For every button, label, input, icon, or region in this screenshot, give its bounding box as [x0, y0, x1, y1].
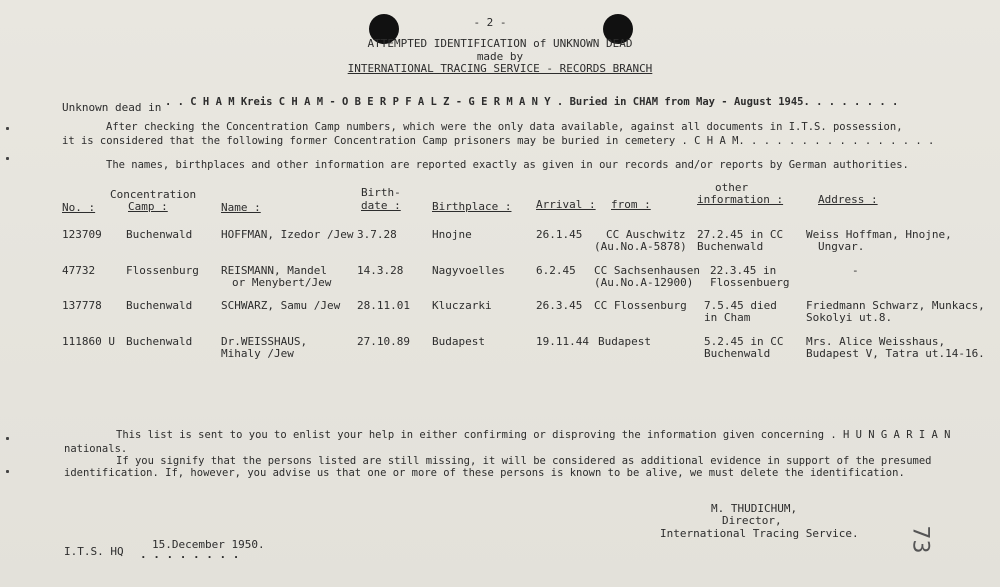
cell-arrival: 6.2.45 — [536, 264, 576, 277]
cell-other: 27.2.45 in CC — [697, 228, 784, 241]
cell-birthplace: Hnojne — [432, 228, 472, 241]
header-name: Name : — [221, 201, 261, 214]
header-camp-line-2: Camp : — [128, 200, 168, 213]
signatory-title: Director, — [722, 514, 782, 527]
intro-paragraph-line-1: After checking the Concentration Camp numbers, which were the only data available, against all documents in I.T.S. possession, — [106, 121, 903, 133]
unknown-dead-location: . . C H A M Kreis C H A M - O B E R P F A L Z - G E R M A N Y . Buried in CHAM from May - August 1945. . . . . . . . — [165, 96, 899, 108]
cell-name: SCHWARZ, Samu /Jew — [221, 299, 341, 312]
margin-mark — [6, 127, 9, 130]
intro-paragraph-line-2: it is considered that the following former Concentration Camp prisoners may be buried in cemetery . C H A M. . . . . . . . . . . . . . . . — [62, 135, 935, 147]
header-birthdate-line-1: Birth- — [361, 186, 401, 199]
cell-camp: Flossenburg — [126, 264, 199, 277]
cell-name: Dr.WEISSHAUS, — [221, 335, 308, 348]
cell-birthdate: 28.11.01 — [357, 299, 410, 312]
cell-other-detail: in Cham — [704, 311, 751, 324]
cell-address: Friedmann Schwarz, Munkacs, — [806, 299, 985, 312]
margin-mark — [6, 157, 9, 160]
unknown-dead-label: Unknown dead in — [62, 101, 162, 114]
cell-from: CC Sachsenhausen — [594, 264, 700, 277]
cell-no: 123709 — [62, 228, 102, 241]
signatory-name: M. THUDICHUM, — [711, 502, 798, 515]
cell-address-detail: Sokolyi ut.8. — [806, 311, 893, 324]
cell-birthplace: Nagyvoelles — [432, 264, 505, 277]
records-note: The names, birthplaces and other information are reported exactly as given in our records and/or reports by German authorities. — [106, 159, 909, 171]
document-date: 15.December 1950. — [152, 538, 265, 551]
its-hq-label: I.T.S. HQ — [64, 545, 124, 558]
header-from: from : — [611, 198, 651, 211]
cell-birthdate: 3.7.28 — [357, 228, 397, 241]
cell-camp: Buchenwald — [126, 335, 193, 348]
cell-name-detail: or Menybert/Jew — [232, 276, 332, 289]
margin-mark — [6, 470, 9, 473]
title-line-2: made by — [476, 50, 524, 63]
cell-birthplace: Kluczarki — [432, 299, 492, 312]
cell-name-detail: Mihaly /Jew — [221, 347, 294, 360]
cell-address: - — [852, 264, 859, 277]
closing-line-3: If you signify that the persons listed are still missing, it will be considered as additional evidence in support of the presumed — [116, 455, 932, 467]
cell-address: Mrs. Alice Weisshaus, — [806, 335, 946, 348]
cell-other-detail: Flossenbuerg — [710, 276, 790, 289]
cell-other-detail: Buchenwald — [704, 347, 771, 360]
cell-from-detail: (Au.No.A-5878) — [594, 240, 687, 253]
header-arrival: Arrival : — [536, 198, 596, 211]
cell-other-detail: Buchenwald — [697, 240, 764, 253]
cell-other: 7.5.45 died — [704, 299, 777, 312]
date-dots: . . . . . . . . — [140, 548, 240, 561]
cell-other: 22.3.45 in — [710, 264, 777, 277]
cell-no: 47732 — [62, 264, 96, 277]
cell-address: Weiss Hoffman, Hnojne, — [806, 228, 952, 241]
cell-camp: Buchenwald — [126, 299, 193, 312]
header-camp-line-1: Concentration — [110, 188, 197, 201]
cell-address-detail: Ungvar. — [818, 240, 865, 253]
cell-arrival: 19.11.44 — [536, 335, 589, 348]
header-no: No. : — [62, 201, 96, 214]
header-birthdate-line-2: date : — [361, 199, 401, 212]
handwritten-page-number: 73 — [907, 525, 933, 554]
cell-arrival: 26.1.45 — [536, 228, 583, 241]
closing-line-4: identification. If, however, you advise us that one or more of these persons is known to be alive, we must delete the identification. — [64, 467, 905, 479]
cell-birthdate: 27.10.89 — [357, 335, 410, 348]
cell-from-detail: (Au.No.A-12900) — [594, 276, 694, 289]
cell-other: 5.2.45 in CC — [704, 335, 784, 348]
closing-line-1: This list is sent to you to enlist your help in either confirming or disproving the information given concerning . H U N G A R I A N — [116, 429, 951, 441]
cell-camp: Buchenwald — [126, 228, 193, 241]
cell-from: Budapest — [598, 335, 651, 348]
title-line-3: INTERNATIONAL TRACING SERVICE - RECORDS BRANCH — [347, 62, 653, 75]
cell-no: 111860 U — [62, 335, 115, 348]
cell-arrival: 26.3.45 — [536, 299, 583, 312]
header-birthplace: Birthplace : — [432, 200, 512, 213]
header-address: Address : — [818, 193, 878, 206]
cell-from: CC Flossenburg — [594, 299, 687, 312]
signatory-organization: International Tracing Service. — [660, 527, 859, 540]
page-number: - 2 - — [473, 16, 507, 29]
title-line-1: ATTEMPTED IDENTIFICATION of UNKNOWN DEAD — [367, 37, 633, 50]
cell-name: HOFFMAN, Izedor /Jew — [221, 228, 354, 241]
cell-address-detail: Budapest V, Tatra ut.14-16. — [806, 347, 985, 360]
cell-name: REISMANN, Mandel — [221, 264, 327, 277]
cell-birthdate: 14.3.28 — [357, 264, 404, 277]
cell-no: 137778 — [62, 299, 102, 312]
closing-line-2: nationals. — [64, 443, 128, 455]
cell-from: CC Auschwitz — [606, 228, 686, 241]
header-other-line-1: other — [715, 181, 749, 194]
cell-birthplace: Budapest — [432, 335, 485, 348]
margin-mark — [6, 437, 9, 440]
header-other-line-2: information : — [697, 193, 784, 206]
